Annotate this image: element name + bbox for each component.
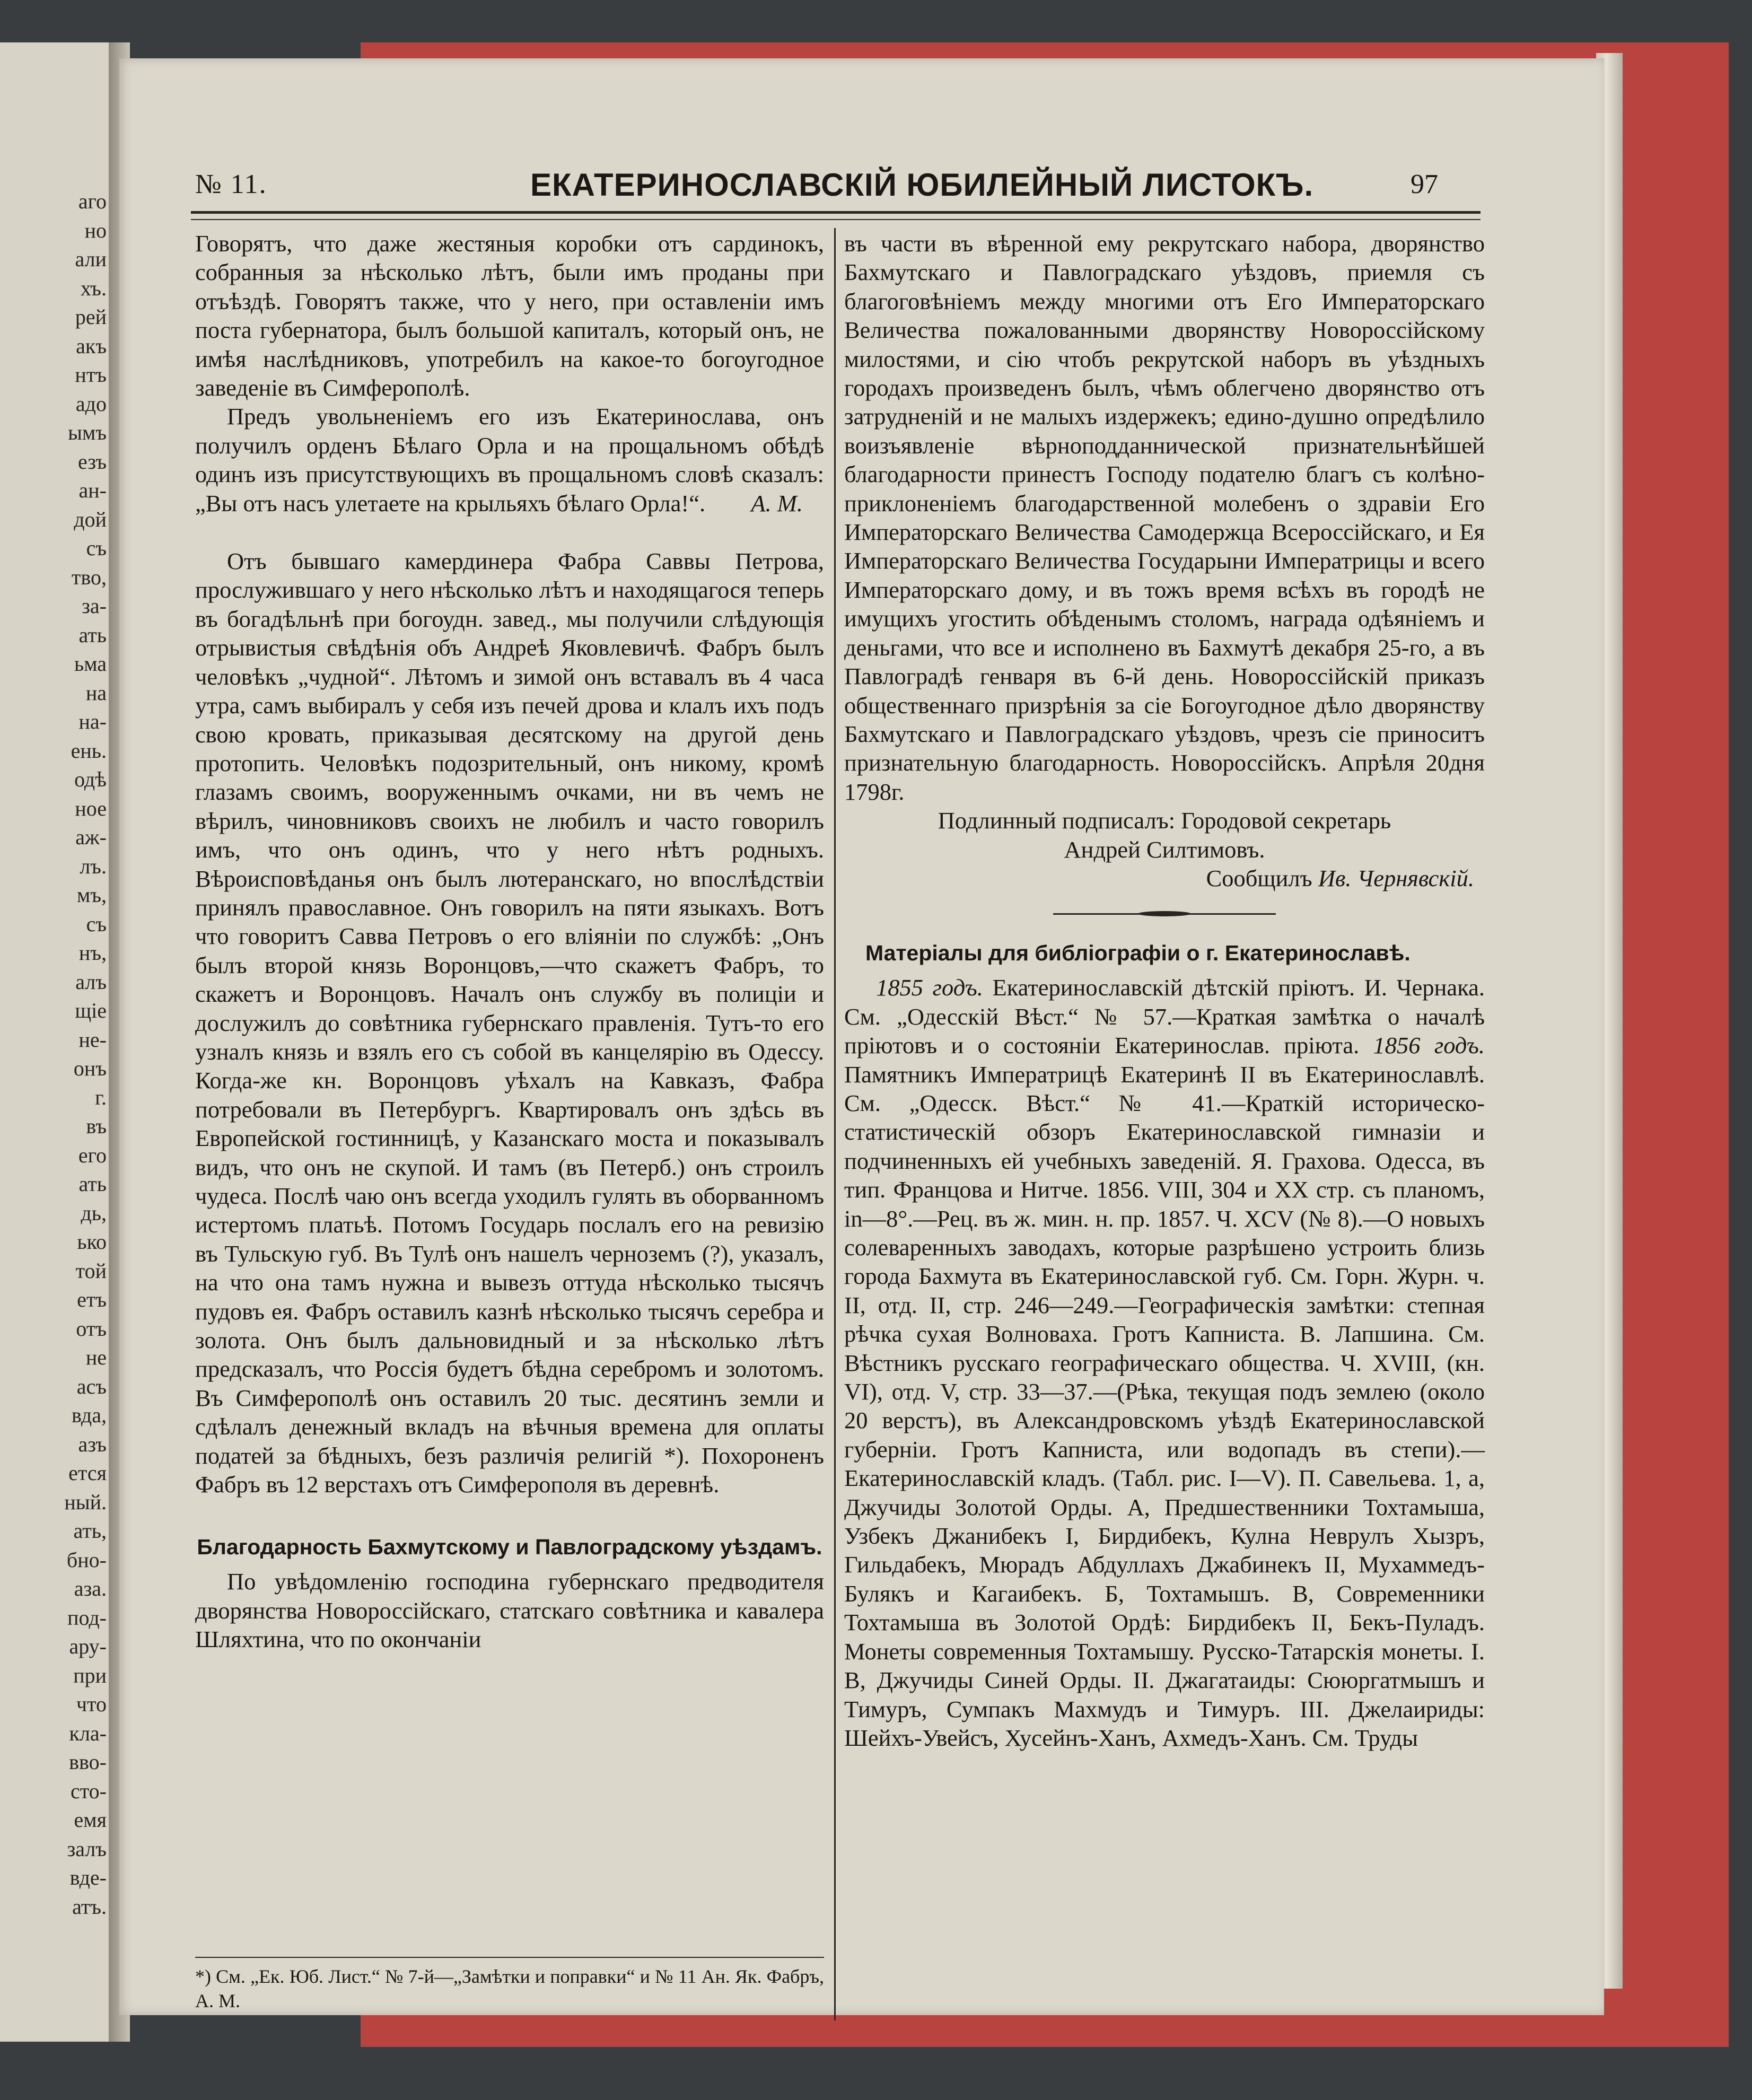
- left-page-text-fragment: ымъ: [68, 421, 107, 444]
- left-page-text-fragment: вда,: [72, 1403, 107, 1427]
- reporter-name: Ив. Чернявскій.: [1318, 864, 1474, 891]
- left-page-text-fragment: съ: [86, 912, 107, 936]
- signature-block: [844, 806, 1485, 864]
- header-rule: [191, 211, 1481, 220]
- spacer: [195, 1499, 824, 1528]
- left-page-text-fragment: за-: [82, 594, 107, 618]
- left-page-text-fragment: отъ: [76, 1316, 107, 1341]
- left-page-text-fragment: аж-: [75, 825, 107, 849]
- left-page-text-fragment: емя: [74, 1808, 107, 1832]
- footnote: *) См. „Ек. Юб. Лист.“ № 7-й—„Замѣтки и поправки“ и № 11 Ан. Як. Фабръ, А. М.: [195, 1966, 824, 2011]
- left-page-text-fragment: рей: [75, 305, 107, 329]
- left-page-text-fragment: щіе: [75, 999, 107, 1022]
- year-1856: 1856 годъ.: [1373, 1032, 1485, 1059]
- left-page-text-fragment: залъ: [67, 1836, 107, 1861]
- spacer: [195, 518, 824, 547]
- reporter-line: [844, 864, 1485, 892]
- left-page-text-fragment: ько: [77, 1230, 107, 1254]
- left-column: [195, 229, 824, 1654]
- bibliography-text: [844, 973, 1485, 1752]
- paragraph-white-eagle: [195, 402, 824, 518]
- left-page-text-fragment: кла-: [69, 1721, 107, 1745]
- left-page-text-fragment: ару-: [69, 1634, 107, 1658]
- left-page-text-fragment: тво,: [71, 565, 107, 589]
- left-page-text-fragment: въ: [86, 1114, 107, 1138]
- left-page-text-fragment: под-: [67, 1605, 107, 1630]
- left-page-text-fragment: хъ.: [80, 276, 107, 300]
- left-page-text-fragment: г.: [95, 1085, 107, 1109]
- left-page-text-fragment: нъ,: [78, 941, 107, 965]
- footnote-rule: [195, 1957, 824, 1958]
- left-page-text-fragment: съ: [86, 536, 107, 560]
- left-page-text-fragment: ется: [68, 1461, 107, 1485]
- left-page-text-fragment: на-: [78, 710, 107, 733]
- left-page-text-fragment: сто-: [70, 1779, 107, 1803]
- left-page-text-fragment: етъ: [77, 1288, 107, 1311]
- left-page-fragment: [0, 42, 119, 2042]
- left-page-text-fragment: атъ.: [72, 1894, 107, 1919]
- left-page-text-fragment: лъ.: [80, 854, 107, 878]
- issue-number: № 11.: [195, 169, 267, 199]
- left-page-text-fragment: ный.: [64, 1490, 107, 1514]
- paragraph-text: Предъ увольненіемъ его изъ Екатеринослава, онъ получилъ орденъ Бѣлаго Орла и на прощальномъ обѣдѣ одинъ изъ присутствующихъ въ прощальномъ словѣ сказалъ: „Вы отъ насъ улетаете на крыльяхъ бѣлаго Орла!“.: [195, 403, 824, 517]
- author-initials: А. М.: [751, 489, 803, 517]
- paragraph-gratitude-start: По увѣдомленію господина губернскаго предводителя дворянства Новороссійскаго, статскаго совѣтника и кавалера Шляхтина, что по окончаніи: [195, 1568, 824, 1653]
- left-page-text-fragment: алъ: [75, 969, 107, 994]
- left-page-text-fragment: что: [76, 1692, 107, 1716]
- newspaper-title: ЕКАТЕРИНОСЛАВСКІЙ ЮБИЛЕЙНЫЙ ЛИСТОКЪ.: [530, 167, 1314, 203]
- left-page-text-fragment: ень.: [71, 738, 107, 763]
- left-page-text-fragment: не: [85, 1345, 107, 1369]
- signature-name: Андрей Силтимовъ.: [1064, 836, 1265, 863]
- paragraph-savva-petrov: Отъ бывшаго камердинера Фабра Саввы Петрова, прослужившаго у него нѣсколько лѣтъ и находящагося теперь въ богадѣльнѣ при богоудн. завед., мы получили слѣдующія отрывистыя свѣдѣнія объ Андреѣ Яковлевичѣ. Фабръ былъ человѣкъ „чудной“. Лѣтомъ и зимой онъ вставалъ въ 4 часа утра, самъ выбиралъ у себя изъ печей дрова и клалъ ихъ подъ свою кровать, приказывая десятскому на другой день протопить. Человѣкъ подозрительный, онъ никому, кромѣ глазамъ своимъ, вооруженнымъ очками, ни въ чемъ не вѣрилъ, чиновниковъ своихъ не любилъ и часто говорилъ имъ, что онъ одинъ, что у него нѣтъ родныхъ. Вѣроисповѣданья онъ былъ лютеранскаго, но впослѣдствіи принялъ православное. Онъ говорилъ на пяти языкахъ. Вотъ что говоритъ Савва Петровъ о его вліяніи по службѣ: „Онъ былъ второй князь Воронцовъ,—что скажетъ Фабръ, то скажетъ и Воронцовъ. Началъ онъ службу въ полиціи и дослужилъ до совѣтника губернскаго правленія. Тутъ-то его узналъ князь и взялъ его съ собой въ канцелярію въ Одессу. Когда-же кн. Воронцовъ уѣхалъ на Кавказъ, Фабра потребовали въ Петербургъ. Квартировалъ онъ здѣсь въ Европейской гостинницѣ, у Казанскаго моста и показывалъ видъ, что онъ не скупой. И тамъ (въ Петерб.) онъ строилъ чудеса. Послѣ чаю онъ всегда уходилъ гулять въ оборванномъ истертомъ платьѣ. Потомъ Государь послалъ его на ревизію въ Тульскую губ. Въ Тулѣ онъ нашелъ черноземъ (?), указалъ, на что она тамъ нужна и вывезъ оттуда нѣсколько тысячъ пудовъ ея. Фабръ оставилъ казнѣ нѣсколько тысячъ серебра и золота. Онъ былъ дальновидный и за нѣсколько лѣтъ предсказалъ, что Россія будетъ бѣдна серебромъ и золотомъ. Въ Симферополѣ онъ оставилъ 20 тыс. десятинъ земли и сдѣлалъ денежный вкладъ на вѣчныя времена для оплаты податей за бѣдныхъ, безъ различія религій *). Похороненъ Фабръ въ 12 верстахъ отъ Симферополя въ деревнѣ.: [195, 548, 824, 1498]
- section-title-bibliography: Матеріалы для библіографіи о г. Екатеринославѣ.: [865, 941, 1411, 966]
- left-page-text-fragment: ать: [78, 1172, 107, 1196]
- paragraph-gratitude-continued: въ части въ вѣренной ему рекрутскаго набора, дворянство Бахмутскаго и Павлоградскаго уѣздовъ, приемля съ благоговѣніемъ между многими отъ Его Императорскаго Величества пожалованными дворянству Новороссійскому милостями, и сію чтобъ рекрутской наборъ въ уѣздныхъ городахъ произведенъ былъ, чѣмъ облегчено дворянство отъ затрудненій и не малыхъ издержекъ; едино-душно опредѣлило воизъявленіе вѣрноподданнической признательнѣйшей благодарности принестъ Господу подателю благъ съ колѣно-приклоненіемъ благодарственной молебенъ о здравіи Его Императорскаго Величества Самодержца Всероссійскаго, и Ея Императорскаго Величества Государыни Императрицы и всего Императорскаго дому, и въ тожъ время всѣхъ въ городѣ не имущихъ угостить обѣденымъ столомъ, награда одѣяніемъ и деньгами, что все и исполнено въ Бахмутѣ декабря 25-го, а въ Павлоградѣ генваря въ 6-й день. Новороссійскій приказъ общественнаго призрѣнія за сіе Богоугодное дѣло дворянству Бахмутскаго и Павлоградскаго уѣздовъ, чрезъ сіе приноситъ признательную благодарность. Новороссійскъ. Апрѣля 20дня 1798г.: [844, 230, 1485, 805]
- left-page-text-fragment: вде-: [69, 1866, 107, 1889]
- left-page-text-fragment: ан-: [78, 478, 107, 502]
- column-divider: [834, 228, 836, 2020]
- page-number: 97: [1411, 169, 1438, 199]
- section-title-gratitude: Благодарность Бахмутскому и Павлоградскому уѣздамъ.: [197, 1535, 822, 1560]
- left-page-text-fragment: его: [78, 1143, 107, 1167]
- left-page-text-fragment: аго: [78, 189, 107, 213]
- bibliography-1855: Екатеринославскій дѣтскій пріютъ. И. Чернака. См. „Одесскій Вѣст.“ № 57.—Краткая замѣтка о началѣ пріютовъ и о состояніи Екатеринослав. пріюта.: [844, 974, 1485, 1059]
- paragraph-sardines: Говорятъ, что даже жестяныя коробки отъ сардинокъ, собранныя за нѣсколько лѣтъ, были имъ проданы при отъѣздѣ. Говорятъ также, что у него, при оставленіи имъ поста губернатора, былъ большой капиталъ, который онъ, не имѣя наслѣдниковъ, употребилъ на какое-то богоугодное заведеніе въ Симферополѣ.: [195, 230, 824, 401]
- signature-line: Подлинный подписалъ: Городовой секретарь: [938, 807, 1391, 834]
- left-page-text-fragment: ать,: [73, 1519, 107, 1543]
- left-page-text-fragment: али: [75, 247, 107, 271]
- left-page-text-fragment: асъ: [76, 1374, 107, 1398]
- left-page-text-fragment: нтъ: [75, 363, 107, 387]
- left-page-text-fragment: вво-: [69, 1750, 107, 1774]
- left-page-text-fragment: мъ,: [77, 883, 107, 907]
- left-page-text-fragment: онъ: [73, 1056, 107, 1080]
- bibliography-1856: Памятникъ Императрицѣ Екатеринѣ II въ Екатеринославлѣ. См. „Одесск. Вѣст.“ № 41.—Краткій историческо-статистическій обзоръ Екатеринославской гимназіи и подчиненныхъ ей учебныхъ заведеній. Я. Грахова. Одесса, въ тип. Францова и Нитче. 1856. VIII, 304 и XX стр. съ планомъ, in—8°.—Рец. въ ж. мин. н. пр. 1857. Ч. XCV (№ 8).—О новыхъ солеваренныхъ заводахъ, которые разрѣшено устроить близь города Бахмута въ Екатеринославской губ. См. Горн. Журн. ч. II, отд. II, стр. 246—249.—Географическія замѣтки: степная рѣчка сухая Волноваха. Гротъ Капниста. В. Лапшина. См. Вѣстникъ русскаго географическаго общества. Ч. XVIII, (кн. VI), отд. V, стр. 33—37.—(Рѣка, текущая подъ землею (около 20 верстъ), въ Александровскомъ уѣздѣ Екатеринославской губерніи. Гротъ Капниста, или водопадъ въ степи).—Екатеринославскій кладъ. (Табл. рис. I—V). П. Савельева. 1, а, Джучиды Золотой Орды. А, Предшественники Тохтамыша, Узбекъ Джанибекъ I, Бирдибекъ, Кулна Неврулъ Хызръ, Гильдабекъ, Мюрадъ Абдуллахъ Джабинекъ II, Мухаммедъ-Булякъ и Кагаибекъ. Б, Тохтамышъ. В, Современники Тохтамыша въ Золотой Ордѣ: Бирдибекъ II, Бекъ-Пуладъ. Монеты современныя Тохтамышу. Русско-Татарскія монеты. I. В, Джучиды Синей Орды. II. Джагатаиды: Сююргатмышъ и Тимуръ, Сумпакъ Махмудъ и Тимуръ. III. Джелаириды: Шейхъ-Увейсъ, Хусейнъ-Ханъ, Ахмедъ-Ханъ. См. Труды: [844, 1061, 1485, 1751]
- left-page-text-fragment: акъ: [76, 334, 107, 358]
- left-page-text-fragment: адо: [75, 391, 107, 416]
- right-column: [844, 229, 1485, 1752]
- left-page-text-fragment: но: [84, 218, 107, 242]
- left-page-text-fragment: езъ: [77, 449, 107, 474]
- left-page-text-fragment: аза.: [74, 1577, 107, 1600]
- left-page-text-fragment: ьма: [74, 652, 107, 676]
- left-page-text-fragment: дь,: [81, 1201, 107, 1225]
- left-page-text-fragment: ное: [75, 796, 107, 820]
- section-ornament: [1053, 911, 1276, 917]
- left-page-text-fragment: не-: [78, 1027, 107, 1052]
- reporter-label: Сообщилъ: [1206, 864, 1312, 891]
- year-1855: 1855 годъ.: [876, 974, 983, 1001]
- left-page-text-fragment: бно-: [66, 1547, 107, 1572]
- left-page-text-fragment: той: [75, 1258, 107, 1283]
- left-page-text-fragment: азъ: [78, 1432, 107, 1456]
- left-page-text-fragment: ать: [78, 623, 107, 647]
- left-page-text-fragment: на: [85, 680, 107, 705]
- left-page-text-fragment: дой: [74, 507, 107, 531]
- left-page-text-fragment: одѣ: [74, 767, 107, 791]
- left-page-text-fragment: при: [73, 1663, 107, 1687]
